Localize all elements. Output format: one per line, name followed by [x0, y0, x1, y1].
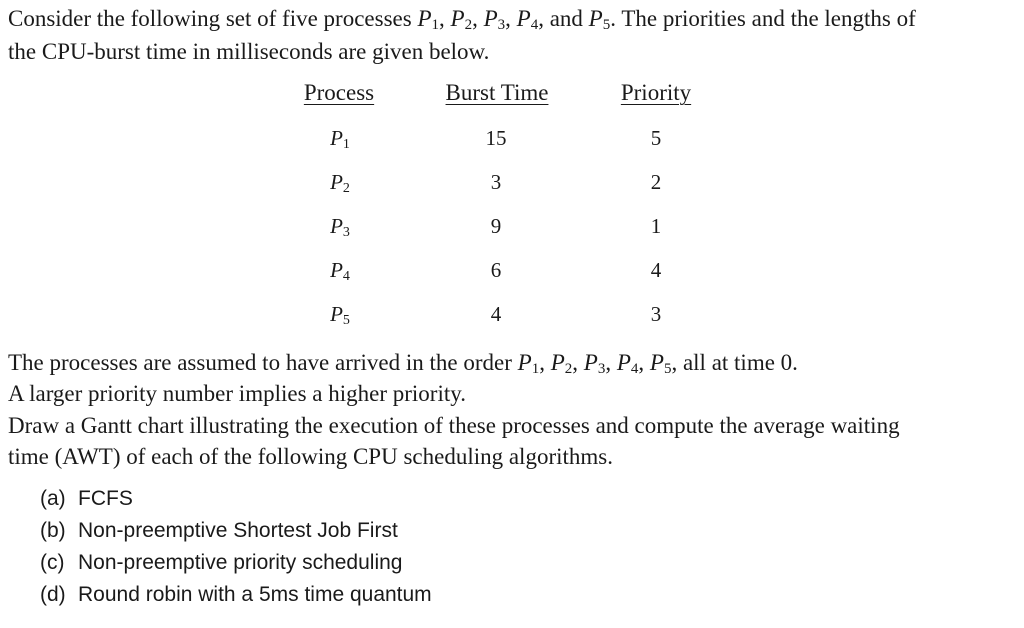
process-p5: $P_5$ [649, 350, 672, 377]
item-text: Round robin with a 5ms time quantum [78, 583, 432, 606]
intro-line-2: the CPU-burst time in milliseconds are given below. [8, 39, 490, 64]
header-burst-time: Burst Time [445, 80, 549, 105]
process-p1: $P_1$ [417, 6, 440, 33]
outro-line-1: The processes are assumed to have arrived in the order $P_1$, $P_2$, $P_3$, $P_4$, $P_5$, all at time 0. [8, 350, 798, 377]
process-p2: $P_2$ [450, 6, 473, 33]
cell-priority: 5 [650, 126, 662, 150]
cell-process: $P_5$ [330, 302, 350, 328]
item-tag: (d) [40, 583, 66, 606]
cell-burst: 9 [490, 214, 502, 238]
list-item [40, 579, 432, 611]
cell-priority: 1 [650, 214, 662, 238]
problem-statement [8, 2, 1013, 68]
cell-priority: 3 [650, 302, 662, 326]
outro-line-4: time (AWT) of each of the following CPU scheduling algorithms. [8, 443, 613, 469]
instructions [8, 347, 1013, 472]
cell-process: $P_2$ [330, 170, 350, 196]
cell-burst: 4 [490, 302, 502, 326]
cell-process: $P_1$ [330, 126, 350, 152]
intro-text-end: . The priorities and the lengths of [610, 6, 916, 31]
process-p2: $P_2$ [550, 350, 573, 377]
process-p3: $P_3$ [483, 6, 506, 33]
header-process: Process [303, 80, 375, 105]
process-table [0, 76, 1024, 336]
item-text: FCFS [78, 487, 133, 510]
list-item [40, 547, 432, 579]
outro-line-3: Draw a Gantt chart illustrating the execution of these processes and compute the average waiting [8, 412, 900, 438]
intro-text-start: Consider the following set of five processes [8, 6, 418, 31]
intro-line-1: Consider the following set of five processes $P_1$, $P_2$, $P_3$, $P_4$, and $P_5$. The priorities and the lengths of [8, 6, 916, 33]
process-p1: $P_1$ [517, 350, 540, 377]
item-tag: (b) [40, 519, 66, 542]
process-p3: $P_3$ [583, 350, 606, 377]
list-item [40, 515, 432, 547]
process-p4: $P_4$ [616, 350, 639, 377]
item-tag: (c) [40, 551, 65, 574]
process-p4: $P_4$ [516, 6, 539, 33]
cell-priority: 2 [650, 170, 662, 194]
algorithm-list [40, 483, 432, 611]
cell-priority: 4 [650, 258, 662, 282]
item-text: Non-preemptive Shortest Job First [78, 519, 398, 542]
header-priority: Priority [620, 80, 692, 105]
cell-burst: 3 [490, 170, 502, 194]
cell-burst: 6 [490, 258, 502, 282]
process-p5: $P_5$ [588, 6, 611, 33]
cell-process: $P_4$ [330, 258, 350, 284]
outro-line-2: A larger priority number implies a higher priority. [8, 381, 466, 407]
item-tag: (a) [40, 487, 66, 510]
item-text: Non-preemptive priority scheduling [78, 551, 403, 574]
cell-process: $P_3$ [330, 214, 350, 240]
cell-burst: 15 [485, 126, 507, 150]
list-item [40, 483, 432, 515]
